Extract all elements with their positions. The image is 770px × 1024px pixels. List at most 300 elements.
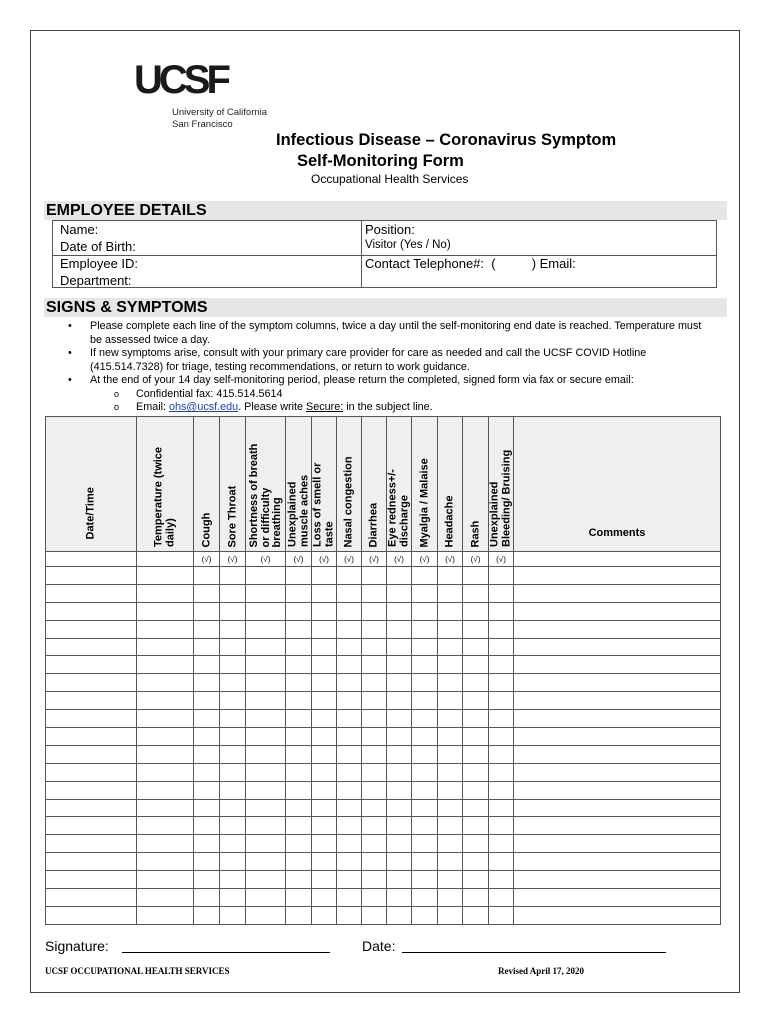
- entry-cell[interactable]: [438, 889, 463, 907]
- entry-cell[interactable]: [438, 728, 463, 746]
- entry-cell[interactable]: [412, 602, 438, 620]
- entry-cell[interactable]: [46, 835, 137, 853]
- entry-cell[interactable]: [194, 620, 220, 638]
- entry-cell[interactable]: [46, 781, 137, 799]
- entry-cell[interactable]: [438, 584, 463, 602]
- entry-cell[interactable]: [286, 799, 312, 817]
- entry-cell[interactable]: [362, 871, 387, 889]
- entry-cell[interactable]: [46, 620, 137, 638]
- entry-cell[interactable]: [514, 817, 721, 835]
- entry-cell[interactable]: [438, 871, 463, 889]
- entry-cell[interactable]: [514, 871, 721, 889]
- entry-cell[interactable]: [46, 656, 137, 674]
- entry-cell[interactable]: [194, 692, 220, 710]
- entry-cell[interactable]: [337, 584, 362, 602]
- entry-cell[interactable]: [387, 674, 412, 692]
- entry-cell[interactable]: [286, 656, 312, 674]
- entry-cell[interactable]: [337, 656, 362, 674]
- entry-cell[interactable]: [246, 763, 286, 781]
- entry-cell[interactable]: [514, 710, 721, 728]
- entry-cell[interactable]: [246, 656, 286, 674]
- entry-cell[interactable]: [362, 835, 387, 853]
- entry-cell[interactable]: [246, 567, 286, 585]
- name-field[interactable]: Name:: [60, 222, 99, 237]
- entry-cell[interactable]: [194, 567, 220, 585]
- entry-cell[interactable]: [362, 710, 387, 728]
- entry-cell[interactable]: [489, 728, 514, 746]
- entry-cell[interactable]: [137, 710, 194, 728]
- entry-cell[interactable]: [489, 602, 514, 620]
- entry-cell[interactable]: [337, 710, 362, 728]
- entry-cell[interactable]: [438, 620, 463, 638]
- entry-cell[interactable]: [489, 889, 514, 907]
- entry-cell[interactable]: [286, 853, 312, 871]
- entry-cell[interactable]: [312, 853, 337, 871]
- entry-cell[interactable]: [362, 602, 387, 620]
- entry-cell[interactable]: [514, 602, 721, 620]
- entry-cell[interactable]: [220, 835, 246, 853]
- entry-cell[interactable]: [514, 853, 721, 871]
- entry-cell[interactable]: [286, 620, 312, 638]
- entry-cell[interactable]: [312, 710, 337, 728]
- department-field[interactable]: Department:: [60, 273, 132, 288]
- entry-cell[interactable]: [362, 763, 387, 781]
- entry-cell[interactable]: [46, 906, 137, 924]
- entry-cell[interactable]: [337, 799, 362, 817]
- entry-cell[interactable]: [514, 799, 721, 817]
- entry-cell[interactable]: [438, 817, 463, 835]
- entry-cell[interactable]: [286, 835, 312, 853]
- entry-cell[interactable]: [387, 638, 412, 656]
- dob-field[interactable]: Date of Birth:: [60, 239, 136, 254]
- entry-cell[interactable]: [412, 710, 438, 728]
- email-link[interactable]: ohs@ucsf.edu: [169, 401, 239, 413]
- entry-cell[interactable]: [246, 584, 286, 602]
- entry-cell[interactable]: [312, 638, 337, 656]
- entry-cell[interactable]: [286, 728, 312, 746]
- entry-cell[interactable]: [463, 728, 489, 746]
- entry-cell[interactable]: [46, 674, 137, 692]
- entry-cell[interactable]: [387, 906, 412, 924]
- entry-cell[interactable]: [312, 835, 337, 853]
- entry-cell[interactable]: [514, 620, 721, 638]
- entry-cell[interactable]: [312, 656, 337, 674]
- entry-cell[interactable]: [46, 728, 137, 746]
- entry-cell[interactable]: [412, 620, 438, 638]
- entry-cell[interactable]: [412, 728, 438, 746]
- entry-cell[interactable]: [246, 710, 286, 728]
- entry-cell[interactable]: [412, 584, 438, 602]
- entry-cell[interactable]: [463, 799, 489, 817]
- entry-cell[interactable]: [246, 853, 286, 871]
- entry-cell[interactable]: [286, 781, 312, 799]
- entry-cell[interactable]: [137, 674, 194, 692]
- entry-cell[interactable]: [412, 656, 438, 674]
- entry-cell[interactable]: [220, 871, 246, 889]
- entry-cell[interactable]: [489, 835, 514, 853]
- entry-cell[interactable]: [220, 781, 246, 799]
- entry-cell[interactable]: [312, 799, 337, 817]
- entry-cell[interactable]: [514, 584, 721, 602]
- entry-cell[interactable]: [387, 763, 412, 781]
- entry-cell[interactable]: [137, 728, 194, 746]
- entry-cell[interactable]: [194, 763, 220, 781]
- entry-cell[interactable]: [312, 567, 337, 585]
- entry-cell[interactable]: [412, 871, 438, 889]
- entry-cell[interactable]: [489, 745, 514, 763]
- entry-cell[interactable]: [412, 763, 438, 781]
- entry-cell[interactable]: [463, 763, 489, 781]
- entry-cell[interactable]: [463, 620, 489, 638]
- entry-cell[interactable]: [463, 817, 489, 835]
- entry-cell[interactable]: [286, 817, 312, 835]
- entry-cell[interactable]: [362, 567, 387, 585]
- entry-cell[interactable]: [220, 763, 246, 781]
- entry-cell[interactable]: [137, 656, 194, 674]
- entry-cell[interactable]: [387, 728, 412, 746]
- entry-cell[interactable]: [438, 710, 463, 728]
- entry-cell[interactable]: [312, 763, 337, 781]
- entry-cell[interactable]: [337, 835, 362, 853]
- entry-cell[interactable]: [286, 889, 312, 907]
- entry-cell[interactable]: [438, 674, 463, 692]
- entry-cell[interactable]: [412, 799, 438, 817]
- entry-cell[interactable]: [412, 567, 438, 585]
- entry-cell[interactable]: [438, 638, 463, 656]
- entry-cell[interactable]: [362, 674, 387, 692]
- entry-cell[interactable]: [489, 871, 514, 889]
- entry-cell[interactable]: [137, 584, 194, 602]
- entry-cell[interactable]: [220, 567, 246, 585]
- entry-cell[interactable]: [387, 889, 412, 907]
- entry-cell[interactable]: [194, 835, 220, 853]
- entry-cell[interactable]: [286, 763, 312, 781]
- entry-cell[interactable]: [438, 763, 463, 781]
- entry-cell[interactable]: [137, 763, 194, 781]
- employee-id-field[interactable]: Employee ID:: [60, 256, 139, 271]
- entry-cell[interactable]: [312, 745, 337, 763]
- entry-cell[interactable]: [220, 799, 246, 817]
- entry-cell[interactable]: [137, 781, 194, 799]
- entry-cell[interactable]: [463, 692, 489, 710]
- entry-cell[interactable]: [412, 889, 438, 907]
- entry-cell[interactable]: [194, 638, 220, 656]
- entry-cell[interactable]: [246, 602, 286, 620]
- entry-cell[interactable]: [312, 781, 337, 799]
- entry-cell[interactable]: [362, 656, 387, 674]
- entry-cell[interactable]: [246, 692, 286, 710]
- entry-cell[interactable]: [137, 602, 194, 620]
- signature-line[interactable]: [122, 952, 330, 953]
- entry-cell[interactable]: [412, 674, 438, 692]
- entry-cell[interactable]: [137, 620, 194, 638]
- entry-cell[interactable]: [46, 889, 137, 907]
- entry-cell[interactable]: [246, 817, 286, 835]
- entry-cell[interactable]: [246, 781, 286, 799]
- entry-cell[interactable]: [387, 584, 412, 602]
- entry-cell[interactable]: [362, 817, 387, 835]
- entry-cell[interactable]: [246, 799, 286, 817]
- entry-cell[interactable]: [246, 745, 286, 763]
- entry-cell[interactable]: [312, 728, 337, 746]
- entry-cell[interactable]: [46, 763, 137, 781]
- date-line[interactable]: [402, 952, 666, 953]
- entry-cell[interactable]: [337, 871, 362, 889]
- entry-cell[interactable]: [194, 799, 220, 817]
- entry-cell[interactable]: [220, 602, 246, 620]
- entry-cell[interactable]: [220, 710, 246, 728]
- entry-cell[interactable]: [137, 889, 194, 907]
- entry-cell[interactable]: [337, 763, 362, 781]
- entry-cell[interactable]: [489, 710, 514, 728]
- entry-cell[interactable]: [137, 835, 194, 853]
- entry-cell[interactable]: [387, 799, 412, 817]
- entry-cell[interactable]: [220, 638, 246, 656]
- entry-cell[interactable]: [412, 692, 438, 710]
- entry-cell[interactable]: [286, 692, 312, 710]
- entry-cell[interactable]: [220, 745, 246, 763]
- entry-cell[interactable]: [337, 817, 362, 835]
- entry-cell[interactable]: [46, 638, 137, 656]
- entry-cell[interactable]: [463, 674, 489, 692]
- entry-cell[interactable]: [489, 817, 514, 835]
- entry-cell[interactable]: [362, 620, 387, 638]
- entry-cell[interactable]: [312, 692, 337, 710]
- entry-cell[interactable]: [46, 745, 137, 763]
- entry-cell[interactable]: [387, 745, 412, 763]
- entry-cell[interactable]: [387, 567, 412, 585]
- entry-cell[interactable]: [489, 674, 514, 692]
- entry-cell[interactable]: [286, 567, 312, 585]
- entry-cell[interactable]: [312, 602, 337, 620]
- position-field[interactable]: Position:: [365, 222, 415, 237]
- entry-cell[interactable]: [463, 781, 489, 799]
- entry-cell[interactable]: [312, 817, 337, 835]
- entry-cell[interactable]: [220, 620, 246, 638]
- entry-cell[interactable]: [438, 781, 463, 799]
- entry-cell[interactable]: [489, 584, 514, 602]
- entry-cell[interactable]: [438, 745, 463, 763]
- entry-cell[interactable]: [362, 853, 387, 871]
- entry-cell[interactable]: [337, 674, 362, 692]
- entry-cell[interactable]: [438, 906, 463, 924]
- entry-cell[interactable]: [463, 567, 489, 585]
- entry-cell[interactable]: [137, 745, 194, 763]
- entry-cell[interactable]: [246, 620, 286, 638]
- entry-cell[interactable]: [362, 781, 387, 799]
- entry-cell[interactable]: [362, 799, 387, 817]
- entry-cell[interactable]: [194, 674, 220, 692]
- entry-cell[interactable]: [489, 620, 514, 638]
- entry-cell[interactable]: [220, 889, 246, 907]
- entry-cell[interactable]: [246, 638, 286, 656]
- entry-cell[interactable]: [489, 799, 514, 817]
- entry-cell[interactable]: [412, 638, 438, 656]
- entry-cell[interactable]: [286, 584, 312, 602]
- entry-cell[interactable]: [286, 871, 312, 889]
- entry-cell[interactable]: [194, 781, 220, 799]
- entry-cell[interactable]: [514, 728, 721, 746]
- entry-cell[interactable]: [220, 584, 246, 602]
- entry-cell[interactable]: [387, 692, 412, 710]
- entry-cell[interactable]: [286, 710, 312, 728]
- entry-cell[interactable]: [46, 853, 137, 871]
- entry-cell[interactable]: [514, 567, 721, 585]
- entry-cell[interactable]: [463, 906, 489, 924]
- entry-cell[interactable]: [286, 745, 312, 763]
- entry-cell[interactable]: [489, 692, 514, 710]
- entry-cell[interactable]: [220, 656, 246, 674]
- entry-cell[interactable]: [137, 906, 194, 924]
- entry-cell[interactable]: [312, 584, 337, 602]
- entry-cell[interactable]: [387, 781, 412, 799]
- entry-cell[interactable]: [438, 567, 463, 585]
- entry-cell[interactable]: [46, 602, 137, 620]
- entry-cell[interactable]: [220, 853, 246, 871]
- entry-cell[interactable]: [387, 656, 412, 674]
- entry-cell[interactable]: [194, 656, 220, 674]
- entry-cell[interactable]: [46, 799, 137, 817]
- entry-cell[interactable]: [220, 674, 246, 692]
- entry-cell[interactable]: [286, 638, 312, 656]
- entry-cell[interactable]: [463, 638, 489, 656]
- entry-cell[interactable]: [438, 853, 463, 871]
- entry-cell[interactable]: [489, 906, 514, 924]
- entry-cell[interactable]: [337, 745, 362, 763]
- entry-cell[interactable]: [438, 656, 463, 674]
- entry-cell[interactable]: [463, 745, 489, 763]
- entry-cell[interactable]: [387, 853, 412, 871]
- entry-cell[interactable]: [137, 817, 194, 835]
- entry-cell[interactable]: [246, 871, 286, 889]
- entry-cell[interactable]: [489, 763, 514, 781]
- entry-cell[interactable]: [387, 710, 412, 728]
- entry-cell[interactable]: [514, 835, 721, 853]
- entry-cell[interactable]: [489, 853, 514, 871]
- entry-cell[interactable]: [362, 638, 387, 656]
- entry-cell[interactable]: [489, 781, 514, 799]
- entry-cell[interactable]: [514, 763, 721, 781]
- entry-cell[interactable]: [312, 871, 337, 889]
- entry-cell[interactable]: [463, 656, 489, 674]
- entry-cell[interactable]: [337, 781, 362, 799]
- entry-cell[interactable]: [194, 906, 220, 924]
- entry-cell[interactable]: [194, 745, 220, 763]
- entry-cell[interactable]: [438, 835, 463, 853]
- entry-cell[interactable]: [220, 692, 246, 710]
- entry-cell[interactable]: [246, 835, 286, 853]
- entry-cell[interactable]: [286, 602, 312, 620]
- entry-cell[interactable]: [514, 906, 721, 924]
- entry-cell[interactable]: [286, 906, 312, 924]
- entry-cell[interactable]: [463, 871, 489, 889]
- entry-cell[interactable]: [312, 674, 337, 692]
- entry-cell[interactable]: [514, 674, 721, 692]
- entry-cell[interactable]: [312, 620, 337, 638]
- entry-cell[interactable]: [489, 567, 514, 585]
- entry-cell[interactable]: [412, 853, 438, 871]
- entry-cell[interactable]: [46, 692, 137, 710]
- entry-cell[interactable]: [46, 710, 137, 728]
- entry-cell[interactable]: [412, 817, 438, 835]
- entry-cell[interactable]: [463, 602, 489, 620]
- entry-cell[interactable]: [137, 871, 194, 889]
- entry-cell[interactable]: [514, 656, 721, 674]
- entry-cell[interactable]: [194, 584, 220, 602]
- entry-cell[interactable]: [220, 817, 246, 835]
- entry-cell[interactable]: [362, 728, 387, 746]
- contact-field[interactable]: Contact Telephone#: ( ) Email:: [365, 256, 576, 271]
- entry-cell[interactable]: [246, 728, 286, 746]
- entry-cell[interactable]: [337, 692, 362, 710]
- visitor-field[interactable]: Visitor (Yes / No): [365, 239, 451, 251]
- entry-cell[interactable]: [194, 817, 220, 835]
- entry-cell[interactable]: [220, 728, 246, 746]
- entry-cell[interactable]: [46, 817, 137, 835]
- entry-cell[interactable]: [412, 745, 438, 763]
- entry-cell[interactable]: [337, 906, 362, 924]
- entry-cell[interactable]: [337, 889, 362, 907]
- entry-cell[interactable]: [412, 835, 438, 853]
- entry-cell[interactable]: [387, 835, 412, 853]
- entry-cell[interactable]: [514, 745, 721, 763]
- entry-cell[interactable]: [137, 692, 194, 710]
- entry-cell[interactable]: [46, 567, 137, 585]
- entry-cell[interactable]: [514, 781, 721, 799]
- entry-cell[interactable]: [387, 620, 412, 638]
- entry-cell[interactable]: [463, 889, 489, 907]
- entry-cell[interactable]: [337, 567, 362, 585]
- entry-cell[interactable]: [137, 853, 194, 871]
- entry-cell[interactable]: [337, 638, 362, 656]
- entry-cell[interactable]: [412, 781, 438, 799]
- entry-cell[interactable]: [312, 889, 337, 907]
- entry-cell[interactable]: [46, 871, 137, 889]
- entry-cell[interactable]: [489, 656, 514, 674]
- entry-cell[interactable]: [194, 871, 220, 889]
- entry-cell[interactable]: [387, 817, 412, 835]
- entry-cell[interactable]: [463, 853, 489, 871]
- entry-cell[interactable]: [438, 692, 463, 710]
- entry-cell[interactable]: [514, 889, 721, 907]
- entry-cell[interactable]: [194, 853, 220, 871]
- entry-cell[interactable]: [246, 906, 286, 924]
- entry-cell[interactable]: [438, 602, 463, 620]
- entry-cell[interactable]: [514, 638, 721, 656]
- entry-cell[interactable]: [194, 889, 220, 907]
- entry-cell[interactable]: [194, 710, 220, 728]
- entry-cell[interactable]: [286, 674, 312, 692]
- entry-cell[interactable]: [312, 906, 337, 924]
- entry-cell[interactable]: [137, 567, 194, 585]
- entry-cell[interactable]: [194, 602, 220, 620]
- entry-cell[interactable]: [137, 638, 194, 656]
- entry-cell[interactable]: [337, 602, 362, 620]
- entry-cell[interactable]: [438, 799, 463, 817]
- entry-cell[interactable]: [362, 584, 387, 602]
- entry-cell[interactable]: [362, 889, 387, 907]
- entry-cell[interactable]: [137, 799, 194, 817]
- entry-cell[interactable]: [463, 835, 489, 853]
- entry-cell[interactable]: [387, 871, 412, 889]
- entry-cell[interactable]: [362, 692, 387, 710]
- entry-cell[interactable]: [463, 584, 489, 602]
- entry-cell[interactable]: [514, 692, 721, 710]
- entry-cell[interactable]: [362, 906, 387, 924]
- entry-cell[interactable]: [337, 620, 362, 638]
- entry-cell[interactable]: [337, 728, 362, 746]
- entry-cell[interactable]: [412, 906, 438, 924]
